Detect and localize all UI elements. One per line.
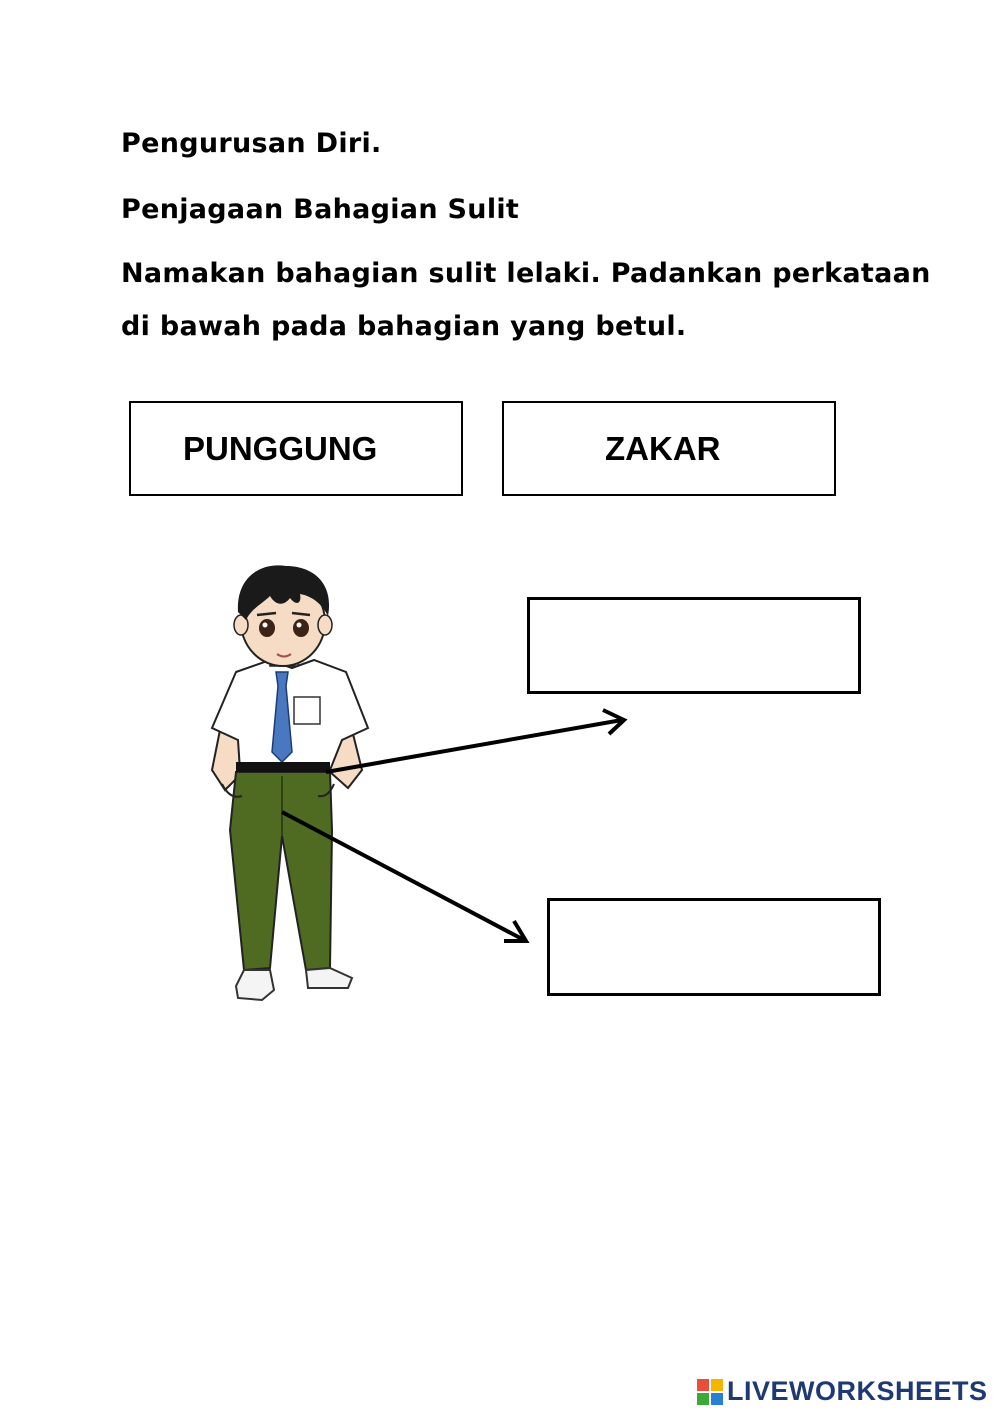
word-card-label: ZAKAR	[605, 429, 721, 467]
worksheet-title: Pengurusan Diri.	[121, 128, 382, 159]
liveworksheets-logo-icon	[697, 1379, 723, 1405]
answer-box-bottom[interactable]	[547, 898, 881, 996]
arrow-to-top-box	[326, 720, 622, 772]
liveworksheets-logo[interactable]	[697, 1376, 988, 1407]
worksheet-subtitle: Penjagaan Bahagian Sulit	[121, 194, 520, 225]
instruction-line-1: Namakan bahagian sulit lelaki. Padankan perkataan	[121, 258, 931, 289]
answer-box-top[interactable]	[527, 597, 861, 694]
footer-brand: LIVEWORKSHEETS	[727, 1376, 988, 1406]
instruction-line-2: di bawah pada bahagian yang betul.	[121, 311, 687, 342]
word-card-label: PUNGGUNG	[183, 429, 378, 467]
